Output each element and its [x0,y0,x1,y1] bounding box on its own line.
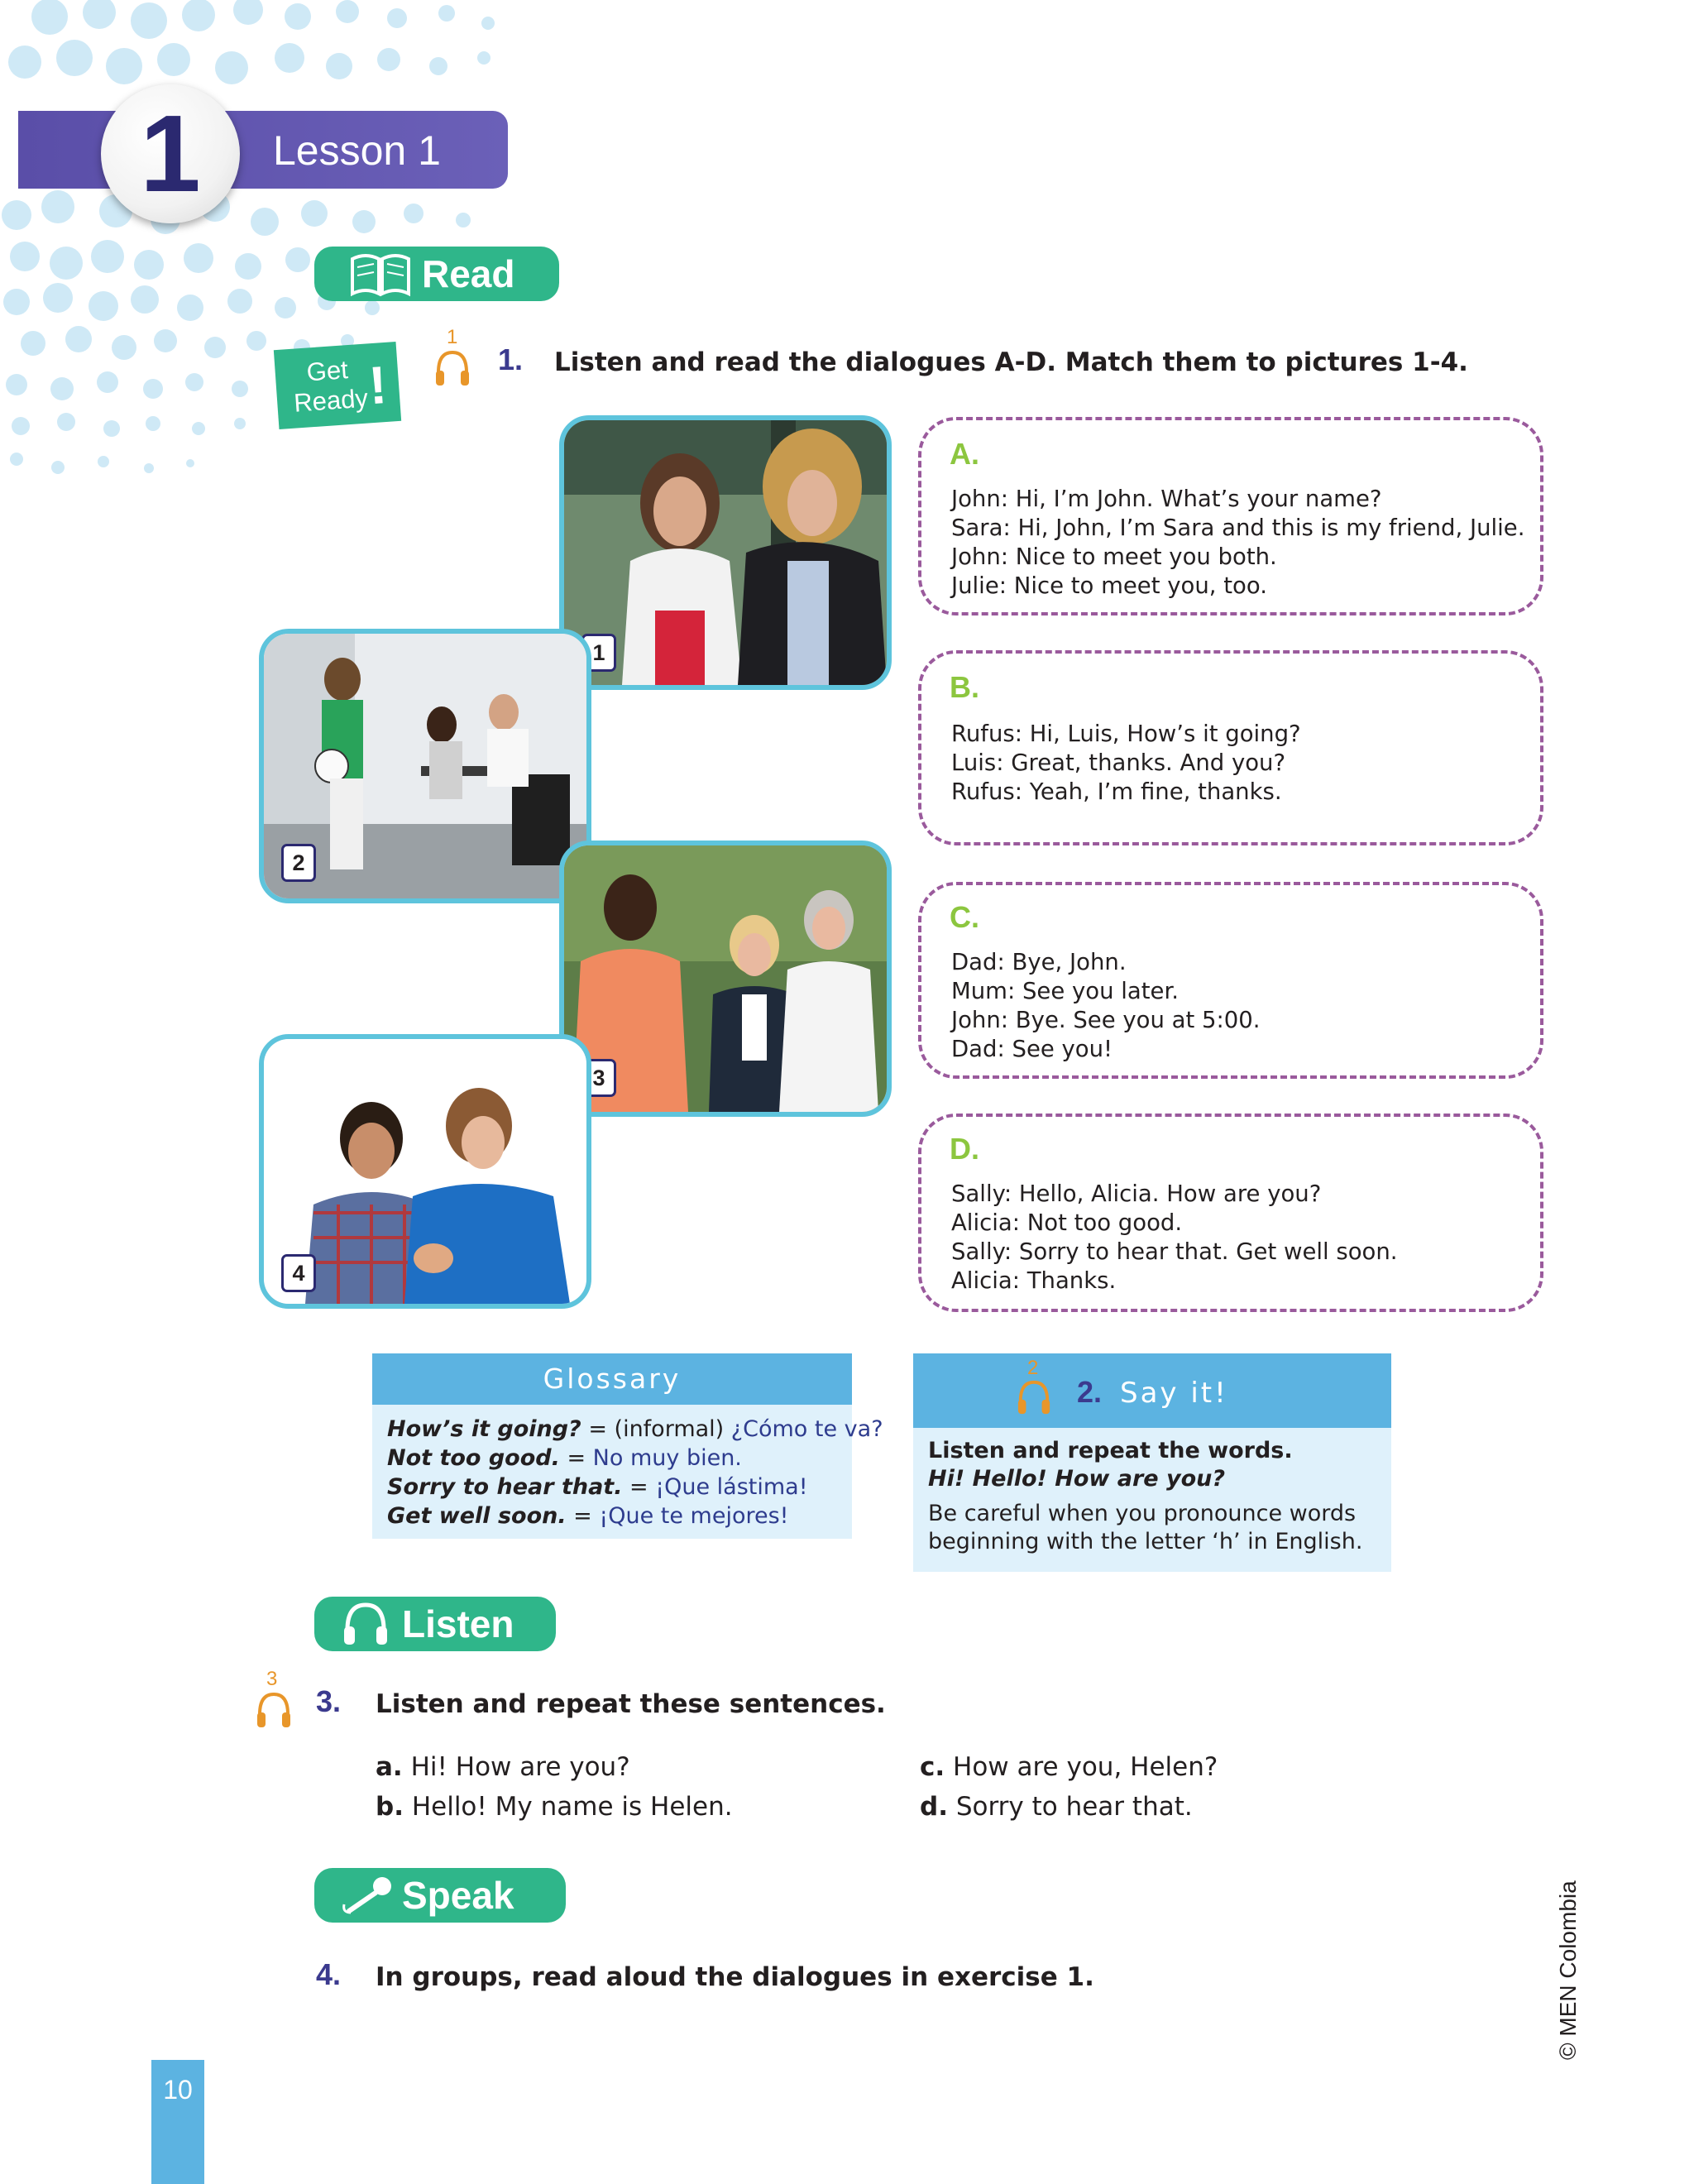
picture-number-4: 4 [281,1254,316,1292]
dialogue-a-line-2: Sara: Hi, John, I’m Sara and this is my friend, Julie. [951,515,1525,541]
picture-number-2: 2 [281,844,316,882]
exercise-1-instruction: Listen and read the dialogues A-D. Match them to pictures 1-4. [554,347,1468,377]
copyright-notice: © MEN Colombia [1555,1880,1581,2060]
exercise-1-number: 1. [498,342,524,376]
section-tag-listen [314,1597,556,1651]
dialogue-a-line-3: John: Nice to meet you both. [951,544,1277,570]
say-it-title: Say it! [1120,1377,1228,1410]
say-it-example: Hi! Hello! How are you? [928,1466,1226,1492]
glossary-equals: = [581,1416,615,1442]
dialogue-c-line-4: Dad: See you! [951,1036,1113,1062]
book-icon [347,251,414,297]
glossary-term: Not too good. [387,1445,560,1471]
page-number: 10 [163,2075,193,2105]
dialogue-a-line-1: John: Hi, I’m John. What’s your name? [951,486,1382,512]
glossary-equals: = [622,1474,656,1500]
glossary-term: Get well soon. [387,1503,567,1529]
picture-number-3: 3 [581,1059,616,1097]
list-item-letter: d. [920,1792,948,1822]
say-it-body [913,1428,1391,1572]
glossary-entry [387,1415,883,1444]
list-item-text: Hi! How are you? [410,1752,630,1782]
get-ready-mark: ! [366,354,389,416]
dialogue-d-line-1: Sally: Hello, Alicia. How are you? [951,1181,1322,1207]
section-tag-read [314,247,559,301]
dialogue-b-line-2: Luis: Great, thanks. And you? [951,750,1286,776]
glossary-translation: ¿Cómo te va? [730,1416,883,1442]
list-item-letter: a. [376,1752,403,1782]
glossary-entry [387,1502,789,1530]
dialogue-letter-a: A. [950,437,979,471]
glossary-translation: No muy bien. [592,1445,742,1471]
glossary-body [372,1405,883,1539]
picture-number-1: 1 [581,634,616,672]
exercise-4-instruction: In groups, read aloud the dialogues in exercise 1. [376,1962,1094,1992]
get-ready-line1: Get [305,355,349,387]
headphones-icon [341,1600,390,1648]
say-it-note-line2: beginning with the letter ‘h’ in English. [928,1529,1363,1554]
audio-track-number-1: 1 [447,326,458,348]
dialogue-letter-c: C. [950,900,979,934]
get-ready-badge [274,342,401,429]
exercise-3-instruction: Listen and repeat these sentences. [376,1689,886,1719]
dialogue-c-line-1: Dad: Bye, John. [951,949,1127,975]
dialogue-letter-b: B. [950,670,979,704]
exercise-2-number: 2. [1077,1375,1103,1409]
list-item-text: Hello! My name is Helen. [411,1792,733,1822]
lesson-title: Lesson 1 [273,127,441,174]
glossary-equals: = [566,1503,600,1529]
dialogue-box-c [918,882,1543,1079]
dialogue-b-line-1: Rufus: Hi, Luis, How’s it going? [951,721,1301,747]
dialogue-d-line-2: Alicia: Not too good. [951,1209,1183,1236]
dialogue-box-d [918,1114,1543,1312]
list-item-letter: c. [920,1752,945,1782]
glossary-term: How’s it going? [387,1416,581,1442]
glossary-translation: ¡Que te mejores! [599,1503,789,1529]
say-it-note-line1: Be careful when you pronounce words [928,1501,1357,1526]
list-item-letter: b. [376,1792,404,1822]
glossary-entry [387,1473,808,1502]
list-item [376,1752,630,1782]
section-tag-speak-label: Speak [402,1874,514,1917]
glossary-note: (informal) [614,1416,731,1442]
dialogue-d-line-4: Alicia: Thanks. [951,1267,1117,1294]
glossary-title: Glossary [543,1363,682,1395]
microphone-icon [341,1875,395,1916]
list-item-text: Sorry to hear that. [955,1792,1193,1822]
section-tag-listen-label: Listen [402,1602,514,1645]
dialogue-c-line-3: John: Bye. See you at 5:00. [951,1007,1261,1033]
section-tag-read-label: Read [422,252,515,295]
glossary-header [372,1353,852,1405]
list-item-text: How are you, Helen? [953,1752,1218,1782]
headphones-icon[interactable] [255,1689,293,1731]
glossary-equals: = [559,1445,593,1471]
dialogue-box-a [918,417,1543,615]
exercise-4-number: 4. [316,1957,342,1991]
list-item [920,1752,1218,1782]
dialogue-a-line-4: Julie: Nice to meet you, too. [951,572,1267,599]
headphones-icon[interactable] [433,347,471,389]
lesson-number: 1 [140,93,201,214]
section-tag-speak [314,1868,566,1923]
dialogue-c-line-2: Mum: See you later. [951,978,1179,1004]
headphones-icon[interactable] [1016,1377,1052,1418]
dialogue-box-b [918,650,1543,845]
say-it-instruction: Listen and repeat the words. [928,1438,1293,1463]
exercise-3-number: 3. [316,1684,342,1718]
dialogue-b-line-3: Rufus: Yeah, I’m fine, thanks. [951,778,1282,805]
glossary-translation: ¡Que lástima! [655,1474,808,1500]
audio-track-number-3: 3 [266,1668,278,1690]
dialogue-d-line-3: Sally: Sorry to hear that. Get well soon. [951,1238,1398,1265]
audio-track-number-2: 2 [1027,1357,1039,1379]
list-item [376,1792,733,1822]
list-item [920,1792,1193,1822]
glossary-term: Sorry to hear that. [387,1474,623,1500]
dialogue-letter-d: D. [950,1132,979,1166]
get-ready-line2: Ready [293,383,369,418]
glossary-entry [387,1444,742,1473]
